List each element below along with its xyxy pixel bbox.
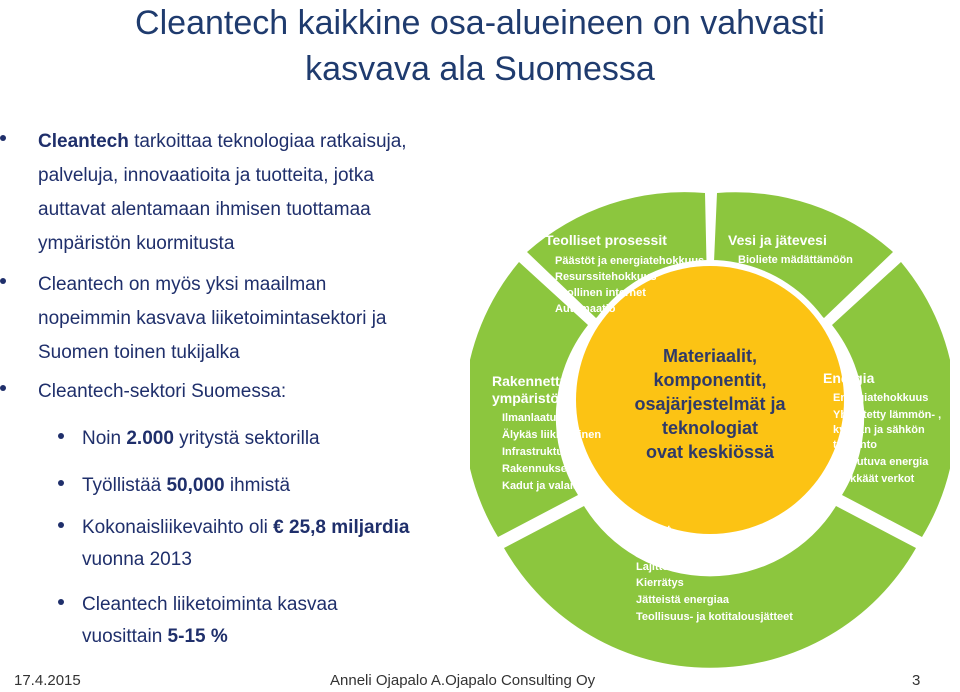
vesi-item: Bioliete mädättämöön: [738, 254, 853, 266]
core-line: osajärjestelmät ja: [634, 394, 786, 414]
teolliset-item: Teollinen internet: [555, 287, 646, 299]
core-line: Materiaalit,: [662, 346, 758, 366]
rakennettu-item: Infrastruktuuri: [502, 446, 578, 458]
jatteet-item: Lajittelu: [636, 561, 679, 573]
bullet-dot: [58, 480, 64, 486]
title-line-2: kasvava ala Suomessa: [305, 50, 655, 88]
core-line: ovat keskiössä: [645, 442, 775, 462]
bullet-text: Cleantech-sektori Suomessa:: [38, 381, 287, 402]
bullet-dot: [0, 135, 6, 141]
jatteet-item: Kierrätys: [636, 577, 684, 589]
teolliset-heading: Teolliset prosessit: [545, 232, 667, 248]
bullet-bold: € 25,8 miljardia: [273, 517, 410, 538]
rakennettu-heading-1: Rakennettu: [492, 373, 569, 389]
bullet-bold: 50,000: [166, 475, 225, 496]
energia-item: Energiatehokkuus: [833, 392, 929, 404]
jatteet-item: Jätehallinta: [636, 544, 697, 556]
bullet-text: auttavat alentamaan ihmisen tuottamaa: [38, 199, 371, 220]
bullet-text: vuosittain: [82, 626, 168, 647]
vesi-heading: Vesi ja jätevesi: [728, 232, 827, 248]
teolliset-item: Resurssitehokkuus: [555, 271, 657, 283]
teolliset-item: Automaatio: [555, 303, 616, 315]
bullet-text: Suomen toinen tukijalka: [38, 342, 240, 363]
energia-item: kylmän ja sähkön: [833, 424, 925, 436]
cleantech-wheel-diagram: [470, 190, 950, 670]
bullet-text: nopeimmin kasvava liiketoimintasektori ja: [38, 308, 387, 329]
energia-item: Uusiutuva energia: [833, 456, 929, 468]
bullet-text: ympäristön kuormitusta: [38, 233, 235, 254]
footer-author: Anneli Ojapalo A.Ojapalo Consulting Oy: [330, 672, 596, 689]
energia-heading: Energia: [823, 370, 875, 386]
bullet-dot: [58, 599, 64, 605]
bullet-text: Cleantech on myös yksi maailman: [38, 274, 327, 295]
teolliset-item: Päästöt ja energiatehokkuus: [555, 255, 705, 267]
title-line-1: Cleantech kaikkine osa-alueineen on vahvasti: [135, 4, 825, 42]
jatteet-item: Teollisuus- ja kotitalousjätteet: [636, 611, 793, 623]
bullet-bold: 5-15 %: [167, 626, 228, 647]
bullet-dot: [58, 433, 64, 439]
rakennettu-item: Kadut ja valaistus: [502, 480, 596, 492]
bullet-text: vuonna 2013: [82, 549, 192, 570]
bullet-text: yritystä sektorilla: [173, 428, 320, 449]
bullet-text: palveluja, innovaatioita ja tuotteita, jotka: [38, 165, 374, 186]
bullet-text: ihmistä: [224, 475, 291, 496]
cleantech-bold: Cleantech: [38, 131, 129, 152]
core-line: komponentit,: [653, 370, 767, 390]
footer-date: 17.4.2015: [14, 672, 81, 689]
bullet-dot: [0, 385, 6, 391]
bullet-bold: 2.000: [126, 428, 174, 449]
slide-title: [20, 0, 940, 92]
bullet-text: Työllistää: [82, 475, 167, 496]
jatteet-item: Jätteistä energiaa: [636, 594, 729, 606]
bullet-text: Kokonaisliikevaihto oli: [82, 517, 274, 538]
footer-page-number: 3: [912, 672, 921, 689]
rakennettu-item: Ilmanlaatu: [502, 412, 557, 424]
bullet-dot: [58, 522, 64, 528]
bullet-text: Noin: [82, 428, 127, 449]
bullet-dot: [0, 278, 6, 284]
energia-item: Yhdistetty lämmön- ,: [833, 409, 942, 421]
jatteet-heading: Jätteet: [626, 522, 672, 538]
rakennettu-item: Älykäs liikkuminen: [502, 429, 602, 441]
bullet-text: tarkoittaa teknologiaa ratkaisuja,: [128, 131, 407, 152]
rakennettu-heading-2: ympäristö: [492, 390, 559, 406]
bullet-text: Cleantech liiketoiminta kasvaa: [82, 594, 338, 615]
core-line: teknologiat: [661, 418, 759, 438]
energia-item: Älykkäät verkot: [833, 473, 915, 485]
energia-item: tuotanto: [833, 439, 877, 451]
rakennettu-item: Rakennukset: [502, 463, 571, 475]
